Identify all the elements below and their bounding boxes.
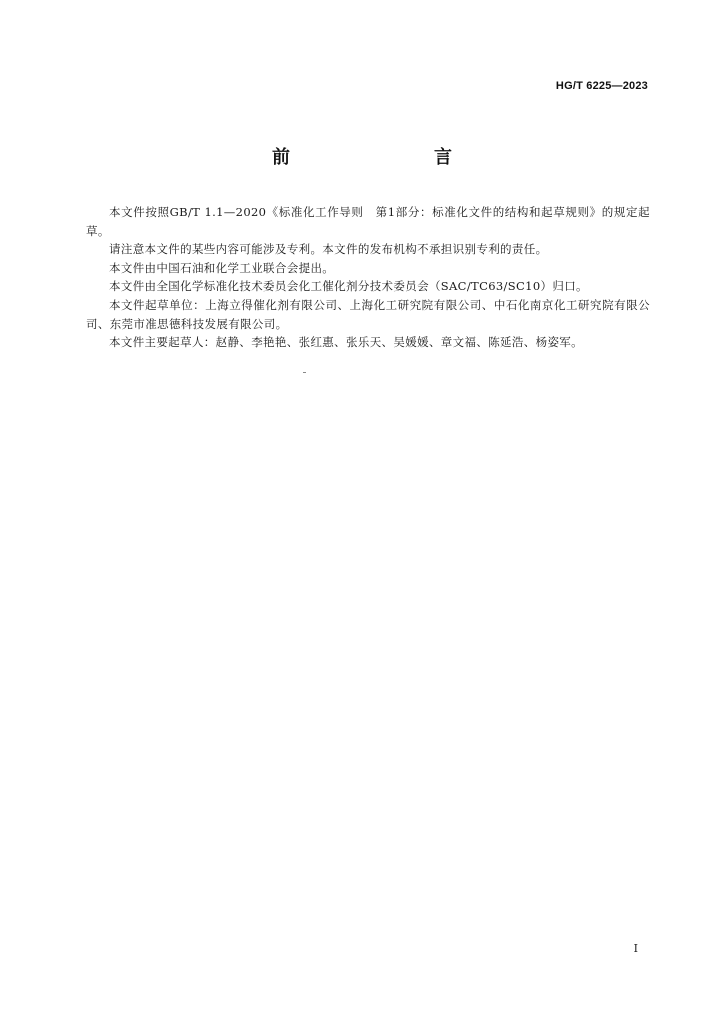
scan-speck bbox=[303, 372, 306, 373]
paragraph-proposer: 本文件由中国石油和化学工业联合会提出。 bbox=[109, 260, 335, 275]
paragraph-drafting-rules: 本文件按照GB/T 1.1—2020《标准化工作导则 第1部分：标准化文件的结构和起草规则》的规定起草。 bbox=[86, 205, 650, 238]
standard-code: HG/T 6225—2023 bbox=[555, 80, 648, 92]
foreword-body bbox=[86, 203, 650, 352]
page-title: 前 言 bbox=[272, 147, 488, 168]
page-number: I bbox=[633, 942, 638, 955]
paragraph-committee: 本文件由全国化学标准化技术委员会化工催化剂分技术委员会（SAC/TC63/SC10）归口。 bbox=[109, 279, 588, 294]
paragraph-drafting-units: 本文件起草单位：上海立得催化剂有限公司、上海化工研究院有限公司、中石化南京化工研究院有限公司、东莞市准思德科技发展有限公司。 bbox=[86, 297, 650, 331]
paragraph-drafters: 本文件主要起草人：赵静、李艳艳、张红惠、张乐天、吴媛媛、章文福、陈延浩、杨姿军。 bbox=[109, 335, 583, 350]
paragraph-patent-notice: 请注意本文件的某些内容可能涉及专利。本文件的发布机构不承担识别专利的责任。 bbox=[109, 242, 548, 257]
